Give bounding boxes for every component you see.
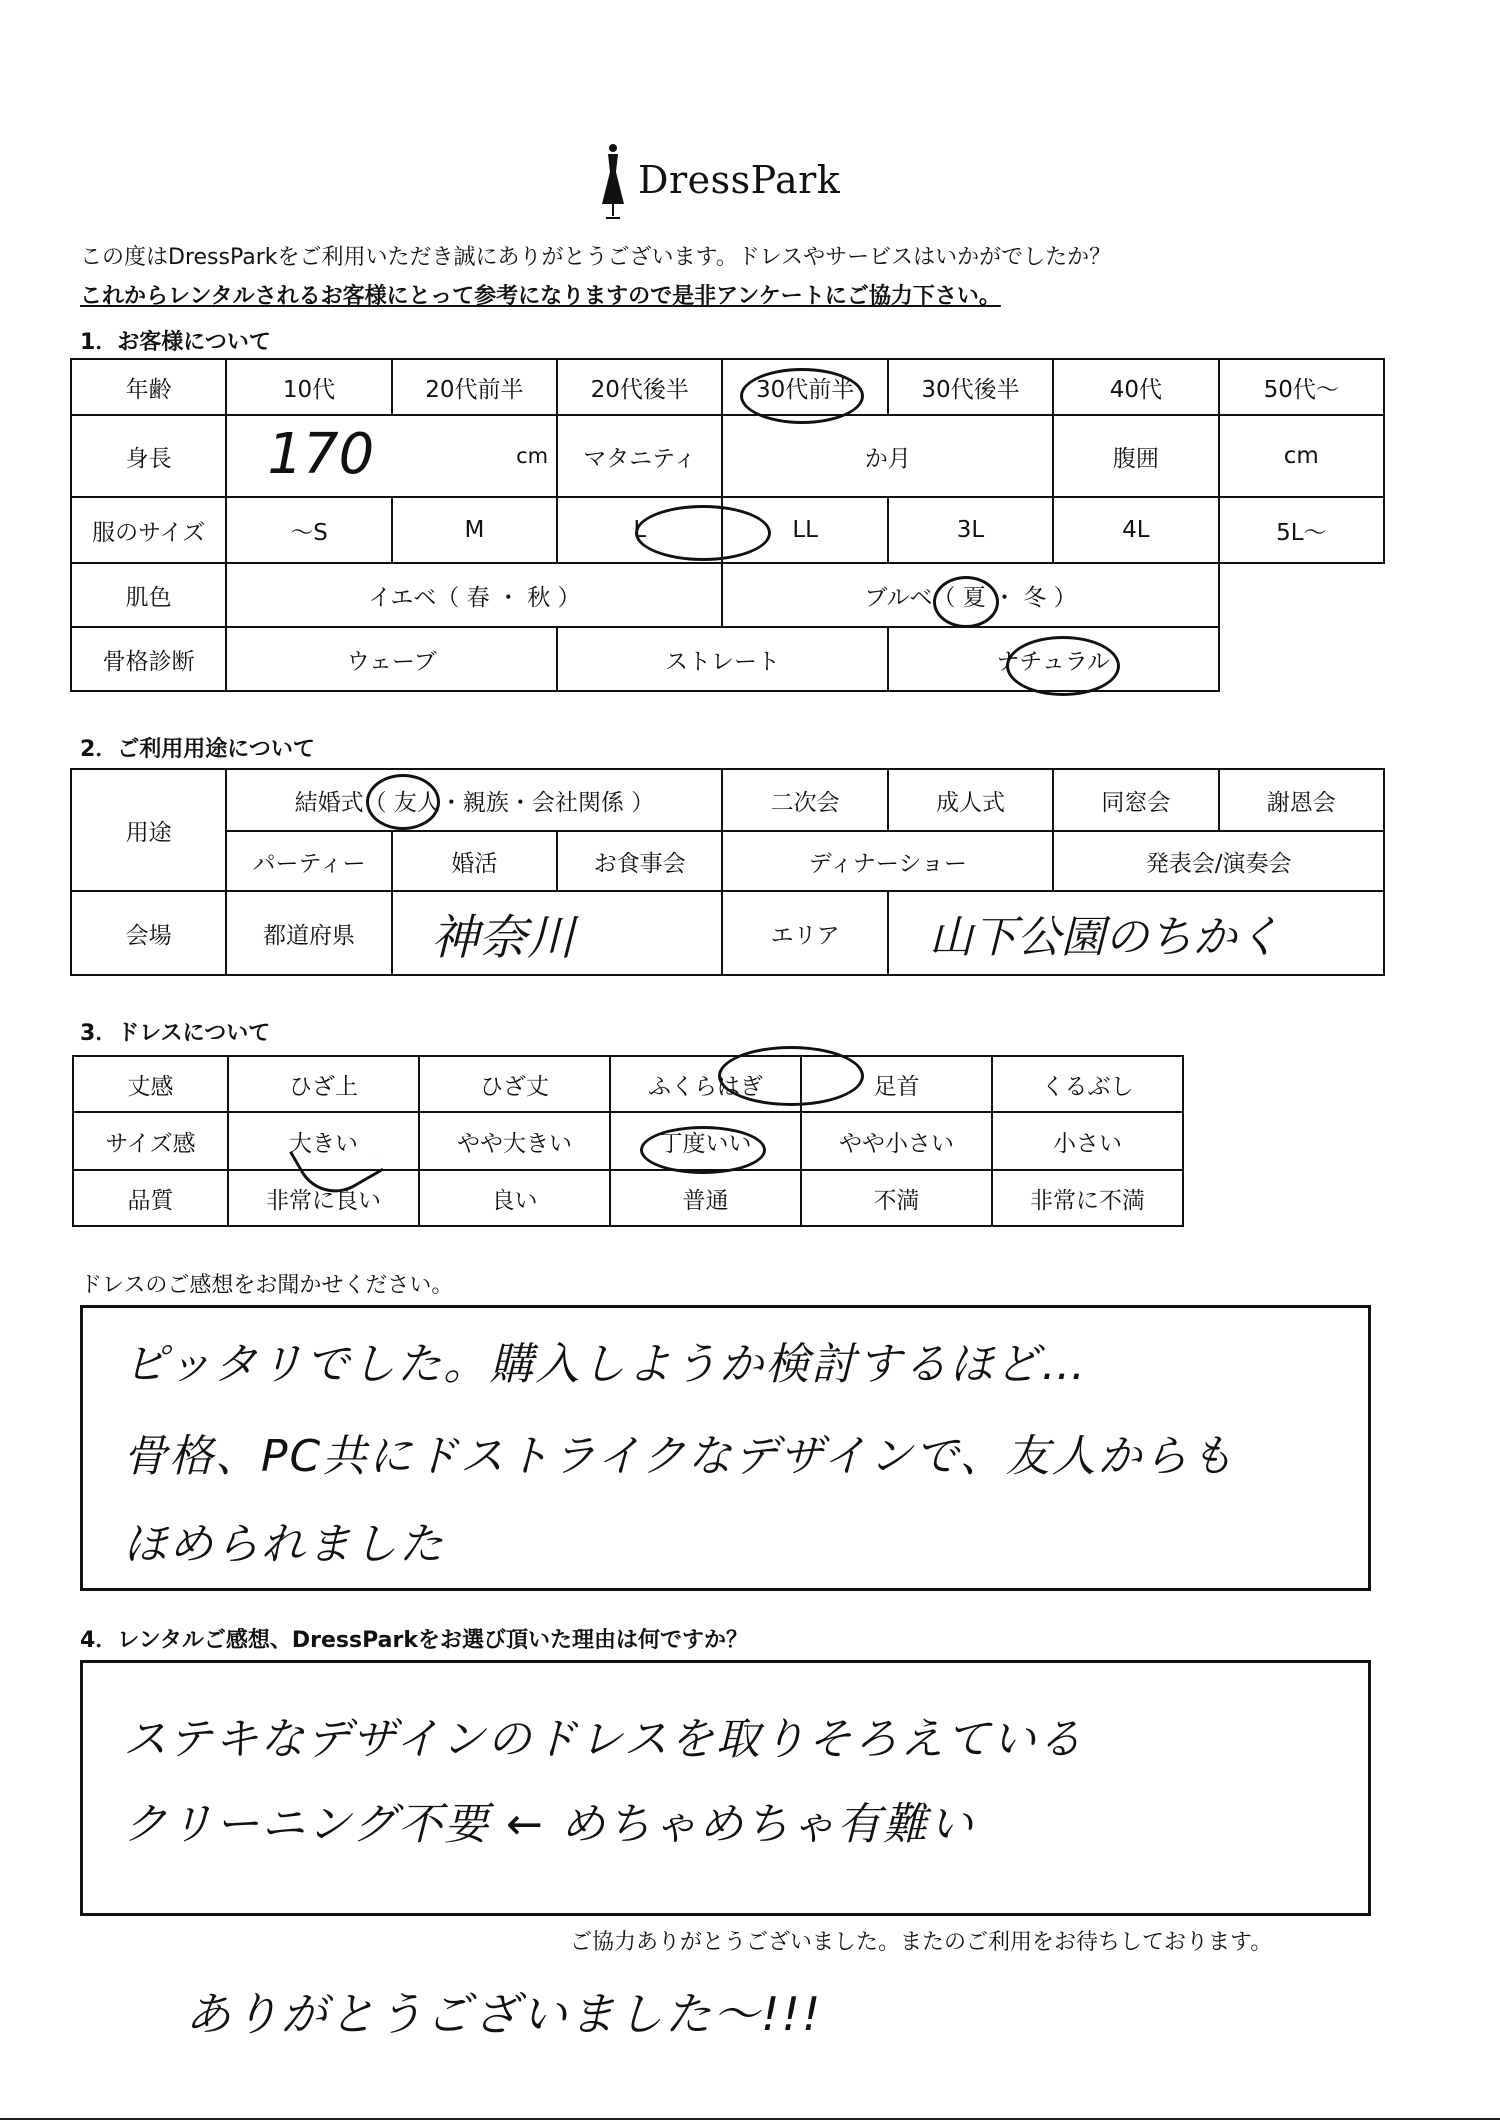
usage-table xyxy=(70,768,1385,976)
size-option[interactable]: 〜S xyxy=(226,497,391,563)
waist-unit: cm xyxy=(1283,443,1319,469)
frame-option[interactable]: ストレート xyxy=(557,627,888,691)
age-selection-mark xyxy=(740,368,864,424)
size-option-selected[interactable]: L xyxy=(557,497,722,563)
age-option-selected[interactable]: 30代前半 xyxy=(722,359,887,415)
use-option[interactable]: 同窓会 xyxy=(1053,769,1218,831)
maternity-unit: か月 xyxy=(864,445,911,472)
dress-icon xyxy=(598,142,628,222)
age-option[interactable]: 10代 xyxy=(226,359,391,415)
closing-handwritten: ありがとうございました〜!!! xyxy=(185,1987,823,2041)
fit-label: サイズ感 xyxy=(73,1112,228,1170)
brand-name: DressPark xyxy=(638,158,841,202)
use-option[interactable]: お食事会 xyxy=(557,831,722,891)
length-option-selected[interactable]: ふくらはぎ xyxy=(610,1056,801,1112)
impression-line: ほめられました xyxy=(123,1519,445,1570)
use-selection-mark xyxy=(366,774,440,830)
length-option[interactable]: ひざ丈 xyxy=(419,1056,610,1112)
size-label: 服のサイズ xyxy=(71,497,226,563)
section1-title: 1．お客様について xyxy=(80,330,271,355)
section4-title: 4．レンタルご感想、DressParkをお選び頂いた理由は何ですか？ xyxy=(80,1628,748,1653)
fit-option[interactable]: 小さい xyxy=(992,1112,1183,1170)
intro-text: この度はDressParkをご利用いただき誠にありがとうございます。ドレスやサービスはいかがでしたか？ xyxy=(80,245,1112,270)
age-option[interactable]: 20代前半 xyxy=(392,359,557,415)
size-option[interactable]: 3L xyxy=(888,497,1053,563)
venue-label: 会場 xyxy=(71,891,226,975)
closing-thanks: ご協力ありがとうございました。またのご利用をお待ちしております。 xyxy=(570,1930,1273,1955)
waist-field[interactable] xyxy=(1219,415,1384,497)
quality-option[interactable]: 普通 xyxy=(610,1170,801,1226)
quality-option-selected[interactable]: 非常に良い xyxy=(228,1170,419,1226)
maternity-field[interactable] xyxy=(722,415,1053,497)
dress-table xyxy=(72,1055,1184,1227)
length-selection-mark xyxy=(718,1046,864,1106)
frame-selection-mark xyxy=(1006,636,1120,696)
page-bottom-rule xyxy=(0,2118,1500,2120)
section3-title: 3．ドレスについて xyxy=(80,1021,271,1046)
size-option[interactable]: 5L〜 xyxy=(1219,497,1384,563)
height-unit: cm xyxy=(516,444,549,468)
frame-option-selected[interactable]: ナチュラル xyxy=(888,627,1219,691)
height-value: 170 xyxy=(267,422,375,487)
impression-line: ピッタリでした。購入しようか検討するほど… xyxy=(123,1339,1088,1390)
size-option[interactable]: M xyxy=(392,497,557,563)
use-option[interactable]: 謝恩会 xyxy=(1219,769,1384,831)
age-option[interactable]: 50代〜 xyxy=(1219,359,1384,415)
height-row xyxy=(71,415,1384,497)
length-option[interactable]: ひざ上 xyxy=(228,1056,419,1112)
pref-value: 神奈川 xyxy=(430,909,575,966)
height-label: 身長 xyxy=(71,415,226,497)
age-option[interactable]: 40代 xyxy=(1053,359,1218,415)
fit-selection-mark xyxy=(640,1126,766,1174)
impression-box[interactable] xyxy=(80,1305,1371,1591)
area-label: エリア xyxy=(722,891,887,975)
quality-label: 品質 xyxy=(73,1170,228,1226)
quality-option[interactable]: 良い xyxy=(419,1170,610,1226)
size-option[interactable]: 4L xyxy=(1053,497,1218,563)
age-label: 年齢 xyxy=(71,359,226,415)
size-selection-mark xyxy=(635,505,771,561)
length-option[interactable]: くるぶし xyxy=(992,1056,1183,1112)
height-field[interactable] xyxy=(226,415,557,497)
skin-selection-mark xyxy=(933,576,999,628)
use-option[interactable]: 婚活 xyxy=(392,831,557,891)
age-option[interactable]: 30代後半 xyxy=(888,359,1053,415)
reason-line: クリーニング不要 ← めちゃめちゃ有難い xyxy=(123,1799,975,1850)
fit-option-selected[interactable]: 丁度いい xyxy=(610,1112,801,1170)
fit-option[interactable]: やや大きい xyxy=(419,1112,610,1170)
pref-field[interactable] xyxy=(392,891,723,975)
reason-line: ステキなデザインのドレスを取りそろえている xyxy=(123,1714,1084,1765)
pref-label: 都道府県 xyxy=(226,891,391,975)
length-label: 丈感 xyxy=(73,1056,228,1112)
reason-box[interactable] xyxy=(80,1660,1371,1916)
frame-label: 骨格診断 xyxy=(71,627,226,691)
impression-line: 骨格、PC共にドストライクなデザインで、友人からも xyxy=(123,1431,1236,1482)
use-option[interactable]: パーティー xyxy=(226,831,391,891)
brand-logo xyxy=(598,138,898,228)
length-option[interactable]: 足首 xyxy=(801,1056,992,1112)
quality-option[interactable]: 不満 xyxy=(801,1170,992,1226)
quality-option[interactable]: 非常に不満 xyxy=(992,1170,1183,1226)
use-option[interactable]: 成人式 xyxy=(888,769,1053,831)
frame-option[interactable]: ウェーブ xyxy=(226,627,557,691)
age-row xyxy=(71,359,1384,415)
skin-yellow-option[interactable]: イエベ（ 春 ・ 秋 ） xyxy=(226,563,722,627)
skin-blue-option[interactable]: ブルベ（ 夏 ・ 冬 ） xyxy=(722,563,1218,627)
frame-row xyxy=(71,627,1384,691)
size-option[interactable]: LL xyxy=(722,497,887,563)
section2-title: 2．ご利用用途について xyxy=(80,737,315,762)
fit-option[interactable]: やや小さい xyxy=(801,1112,992,1170)
skin-label: 肌色 xyxy=(71,563,226,627)
impression-title: ドレスのご感想をお聞かせください。 xyxy=(80,1273,454,1298)
skin-row xyxy=(71,563,1384,627)
use-wedding-option[interactable]: 結婚式（ 友人・親族・会社関係 ） xyxy=(226,769,722,831)
use-label: 用途 xyxy=(71,769,226,891)
use-option[interactable]: 二次会 xyxy=(722,769,887,831)
use-option[interactable]: 発表会/演奏会 xyxy=(1053,831,1384,891)
maternity-label: マタニティ xyxy=(557,415,722,497)
use-option[interactable]: ディナーショー xyxy=(722,831,1053,891)
area-value: 山下公園のちかく xyxy=(928,912,1281,963)
age-option[interactable]: 20代後半 xyxy=(557,359,722,415)
intro-request: これからレンタルされるお客様にとって参考になりますので是非アンケートにご協力下さい。 xyxy=(80,284,1001,309)
waist-label: 腹囲 xyxy=(1053,415,1218,497)
fit-option[interactable]: 大きい xyxy=(228,1112,419,1170)
area-field[interactable] xyxy=(888,891,1384,975)
